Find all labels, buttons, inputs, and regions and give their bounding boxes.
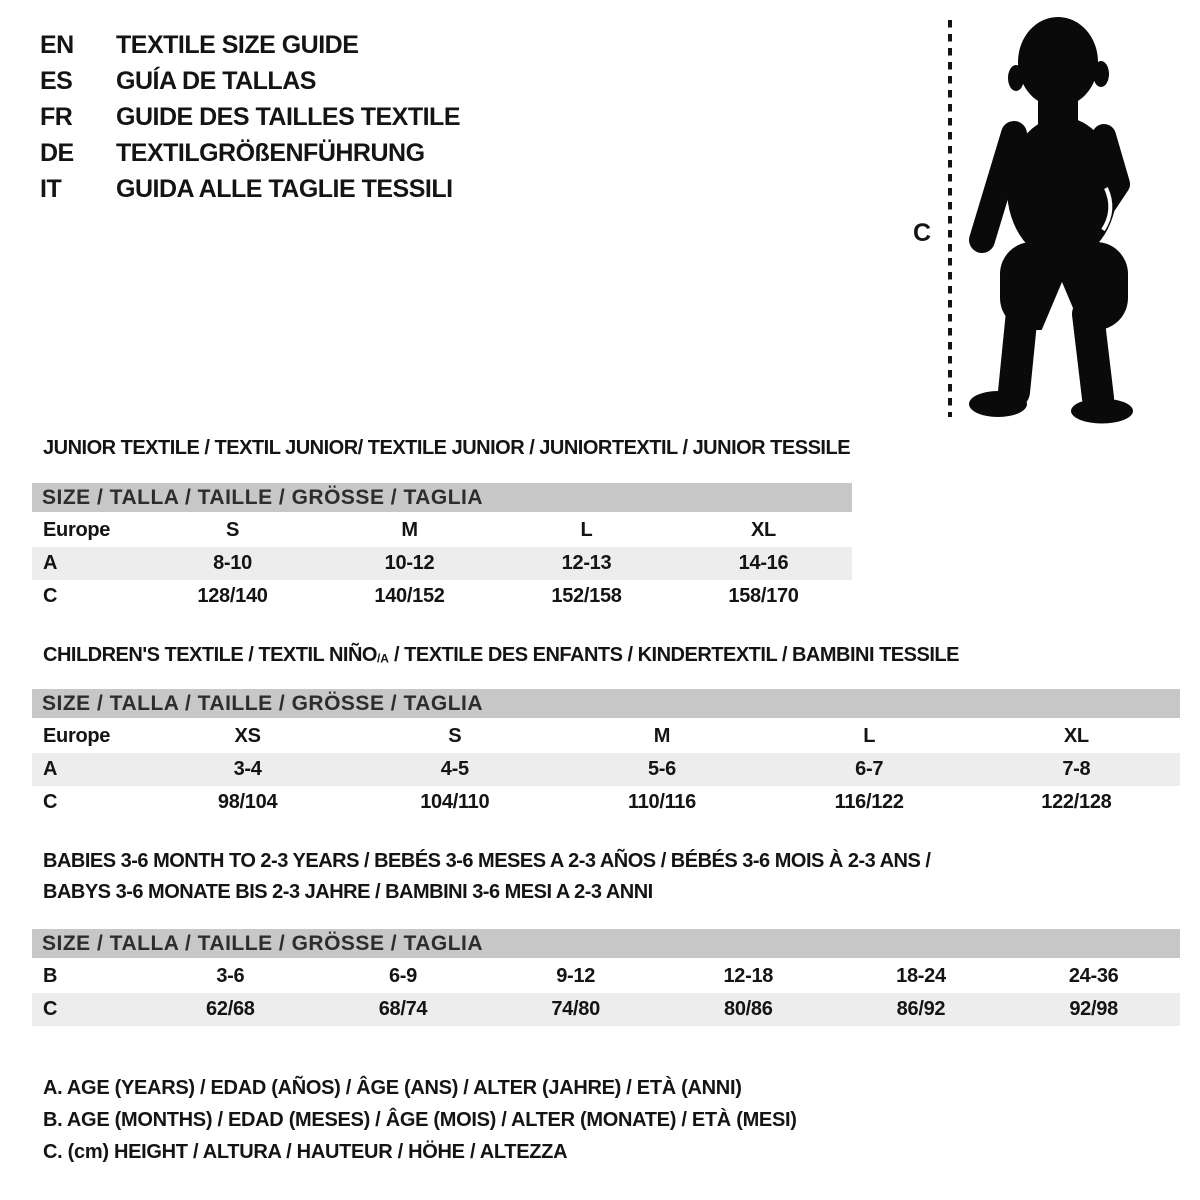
value-cell: 86/92 — [896, 998, 946, 1020]
size-section-babies — [32, 929, 1180, 1026]
value-cell: 122/128 — [1041, 791, 1112, 813]
language-row — [40, 135, 460, 171]
toddler-silhouette-icon — [969, 17, 1133, 424]
value-cell: 6-7 — [855, 758, 884, 780]
value-cell: 7-8 — [1062, 758, 1091, 780]
value-cell: 98/104 — [217, 791, 278, 813]
value-cell: 104/110 — [420, 791, 490, 813]
language-title: GUÍA DE TALLAS — [116, 66, 316, 95]
section-title-segment: JUNIOR TEXTILE / TEXTIL JUNIOR/ TEXTILE JUNIOR / JUNIORTEXTIL / JUNIOR TESSILE — [43, 437, 851, 459]
measure-legend — [43, 1072, 797, 1168]
value-cell: 116/122 — [834, 791, 904, 813]
table-row — [32, 960, 1180, 993]
section-title-babies — [43, 846, 930, 908]
table-row — [32, 993, 1180, 1026]
language-title: GUIDE DES TAILLES TEXTILE — [116, 102, 461, 131]
value-cell: 3-4 — [233, 758, 262, 780]
language-row — [40, 63, 460, 99]
language-title: TEXTILGRÖßENFÜHRUNG — [116, 138, 425, 167]
value-cell: 6-9 — [388, 965, 417, 987]
height-figure — [940, 14, 1150, 428]
row-label-cell: B — [43, 965, 58, 987]
language-title: TEXTILE SIZE GUIDE — [116, 30, 359, 59]
language-list — [40, 27, 460, 207]
value-cell: 128/140 — [197, 585, 268, 607]
section-title-line — [43, 640, 959, 674]
language-code: EN — [40, 30, 74, 59]
size-header-bar: SIZE / TALLA / TAILLE / GRÖSSE / TAGLIA — [32, 689, 1180, 718]
value-cell: 8-10 — [213, 552, 252, 574]
language-code: ES — [40, 66, 73, 95]
section-title-children — [43, 640, 959, 674]
section-title-segment: BABYS 3-6 MONATE BIS 2-3 JAHRE / BAMBINI 3-6 MESI A 2-3 ANNI — [43, 881, 653, 903]
row-label-cell: A — [43, 552, 58, 574]
section-title-line — [43, 846, 930, 877]
value-cell: 92/98 — [1069, 998, 1118, 1020]
section-title-segment: / TEXTILE DES ENFANTS / KINDERTEXTIL / BAMBINI TESSILE — [388, 644, 959, 666]
row-label-cell: Europe — [43, 725, 111, 747]
value-cell: 3-6 — [216, 965, 245, 987]
section-title-line — [43, 433, 850, 464]
legend-line: B. AGE (MONTHS) / EDAD (MESES) / ÂGE (MOIS) / ALTER (MONATE) / ETÀ (MESI) — [43, 1109, 797, 1131]
row-label-cell: C — [43, 791, 58, 813]
section-title-junior — [43, 433, 850, 464]
value-cell: L — [863, 725, 876, 747]
value-cell: 24-36 — [1068, 965, 1119, 987]
size-table-babies — [32, 960, 1180, 1026]
language-code: DE — [40, 138, 74, 167]
language-code: FR — [40, 102, 73, 131]
legend-line: A. AGE (YEARS) / EDAD (AÑOS) / ÂGE (ANS) / ALTER (JAHRE) / ETÀ (ANNI) — [43, 1077, 742, 1099]
table-row — [32, 514, 852, 547]
size-table-junior — [32, 514, 852, 613]
value-cell: 4-5 — [440, 758, 469, 780]
value-cell: M — [401, 519, 418, 541]
value-cell: 110/116 — [627, 791, 696, 813]
section-title-segment: CHILDREN'S TEXTILE / TEXTIL NIÑO — [43, 644, 377, 666]
value-cell: 12-18 — [723, 965, 774, 987]
value-cell: 158/170 — [728, 585, 799, 607]
value-cell: 14-16 — [738, 552, 789, 574]
row-label-cell: Europe — [43, 519, 111, 541]
measure-label-c: C — [913, 219, 932, 247]
value-cell: 152/158 — [551, 585, 622, 607]
value-cell: 62/68 — [206, 998, 255, 1020]
value-cell: 5-6 — [647, 758, 676, 780]
value-cell: XL — [1063, 725, 1089, 747]
row-label-cell: A — [43, 758, 58, 780]
value-cell: L — [580, 519, 593, 541]
value-cell: XS — [234, 725, 261, 747]
table-row — [32, 547, 852, 580]
row-label-cell: C — [43, 585, 58, 607]
value-cell: S — [225, 519, 240, 541]
value-cell: 74/80 — [551, 998, 600, 1020]
value-cell: 68/74 — [378, 998, 428, 1020]
language-title: GUIDA ALLE TAGLIE TESSILI — [116, 174, 453, 203]
value-cell: XL — [751, 519, 776, 541]
language-row — [40, 27, 460, 63]
legend-line: C. (cm) HEIGHT / ALTURA / HAUTEUR / HÖHE / ALTEZZA — [43, 1141, 568, 1163]
value-cell: 12-13 — [561, 552, 612, 574]
value-cell: 10-12 — [384, 552, 435, 574]
size-section-children — [32, 689, 1180, 819]
language-row — [40, 99, 460, 135]
value-cell: M — [653, 725, 671, 747]
value-cell: 18-24 — [896, 965, 946, 987]
table-row — [32, 753, 1180, 786]
language-row — [40, 171, 460, 207]
value-cell: 9-12 — [556, 965, 596, 987]
section-title-segment: /A — [376, 651, 389, 666]
size-section-junior — [32, 483, 852, 613]
table-row — [32, 720, 1180, 753]
section-title-line — [43, 877, 930, 908]
size-header-bar: SIZE / TALLA / TAILLE / GRÖSSE / TAGLIA — [32, 483, 852, 512]
language-code: IT — [40, 174, 62, 203]
section-title-segment: BABIES 3-6 MONTH TO 2-3 YEARS / BEBÉS 3-6 MESES A 2-3 AÑOS / BÉBÉS 3-6 MOIS À 2-3 ANS / — [43, 850, 931, 872]
size-header-bar: SIZE / TALLA / TAILLE / GRÖSSE / TAGLIA — [32, 929, 1180, 958]
table-row — [32, 786, 1180, 819]
value-cell: S — [448, 725, 462, 747]
value-cell: 140/152 — [374, 585, 445, 607]
size-table-children — [32, 720, 1180, 819]
row-label-cell: C — [43, 998, 58, 1020]
table-row — [32, 580, 852, 613]
value-cell: 80/86 — [724, 998, 773, 1020]
